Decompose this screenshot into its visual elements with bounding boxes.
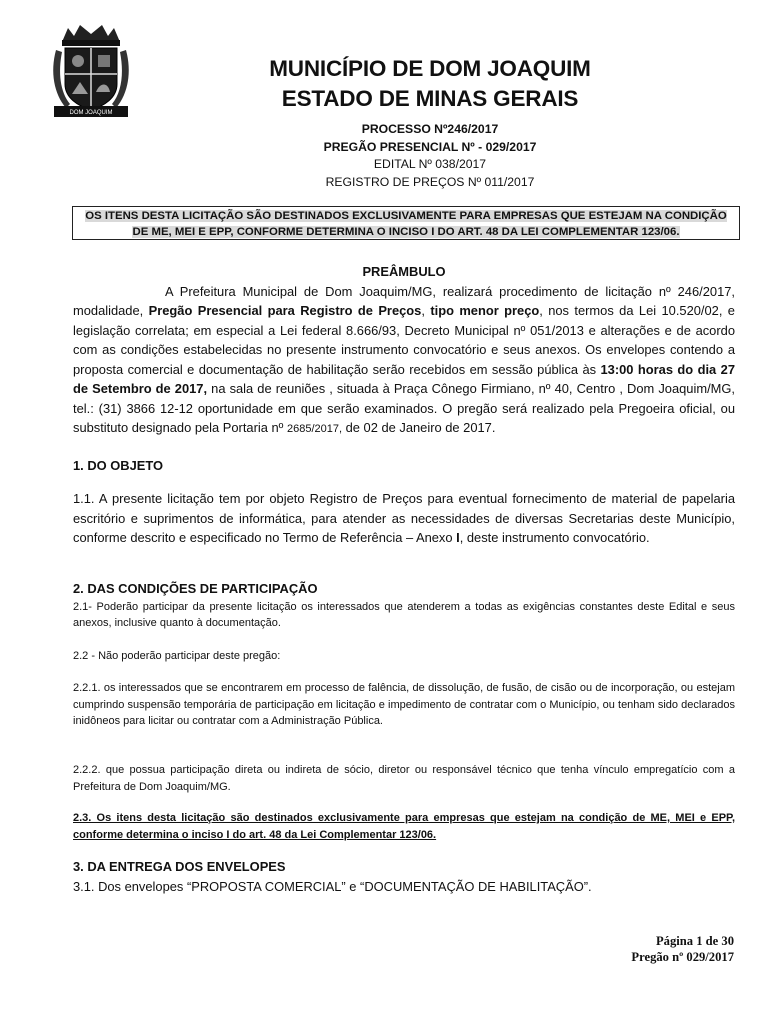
exclusivity-notice-box bbox=[72, 206, 740, 240]
page-footer bbox=[631, 933, 734, 965]
clause-2-1: 2.1- Poderão participar da presente licitação os interessados que atenderem a todas as exigências constantes deste Edital e seus anexos, inclusive quanto à documentação. bbox=[73, 600, 735, 630]
section-2-heading: 2. DAS CONDIÇÕES DE PARTICIPAÇÃO bbox=[73, 581, 318, 596]
clause-2-3-block bbox=[73, 810, 735, 843]
process-info bbox=[130, 121, 730, 191]
registro-number: REGISTRO DE PREÇOS Nº 011/2017 bbox=[325, 174, 535, 189]
section-3 bbox=[73, 857, 735, 896]
municipality-title: MUNICÍPIO DE DOM JOAQUIM bbox=[269, 56, 591, 81]
clause-2-2-1: 2.2.1. os interessados que se encontrarem em processo de falência, de dissolução, de fusão, de cisão ou de incorporação, ou estejam cumprindo suspensão temporária de participação em licitação e impedimento de contratar com o Município, ou tenham sido declarados inidôneos para licitar ou contratar com a Administração Pública. bbox=[73, 682, 735, 728]
clause-3-1: 3.1. Dos envelopes “PROPOSTA COMERCIAL” e “DOCUMENTAÇÃO DE HABILITAÇÃO”. bbox=[73, 878, 592, 894]
notice-line-2: DE ME, MEI E EPP, CONFORME DETERMINA O INCISO I DO ART. 48 DA LEI COMPLEMENTAR 123/06. bbox=[132, 226, 680, 238]
edital-number: EDITAL Nº 038/2017 bbox=[373, 157, 487, 171]
municipal-coat-of-arms bbox=[50, 22, 132, 120]
preamble-paragraph: A Prefeitura Municipal de Dom Joaquim/MG, realizará procedimento de licitação nº 246/2017, modalidade, Pregão Presencial para Registro de Preços, tipo menor preço, nos termos da Lei 10.520/02, e legislação correlata; em especial a Lei federal 8.666/93, Decreto Municipal nº 051/2013 e alterações e de acordo com as condições estabelecidas no presente instrumento convocatório e seus anexos. Os envelopes contendo a proposta comercial e documentação de habilitação serão recebidos em sessão pública às 13:00 horas do dia 27 de Setembro de 2017, na sala de reuniões , situada à Praça Cônego Firmiano, nº 40, Centro , Dom Joaquim/MG, tel.: (31) 3866 12-12 oportunidade em que serão examinados. O pregão será realizado pela Pregoeira oficial, ou substituto designado pela Portaria nº 2685/2017, de 02 de Janeiro de 2017. bbox=[73, 283, 735, 435]
pregao-number: PREGÃO PRESENCIAL Nº - 029/2017 bbox=[323, 139, 537, 154]
section-1-body bbox=[73, 489, 735, 548]
footer-pregao: Pregão nº 029/2017 bbox=[631, 950, 734, 964]
notice-line-1: OS ITENS DESTA LICITAÇÃO SÃO DESTINADOS EXCLUSIVAMENTE PARA EMPRESAS QUE ESTEJAM NA CONDIÇÃO bbox=[85, 210, 727, 222]
section-1-heading: 1. DO OBJETO bbox=[73, 458, 164, 473]
state-title: ESTADO DE MINAS GERAIS bbox=[281, 86, 579, 111]
clause-2-2-2-block bbox=[73, 762, 735, 795]
clause-2-2-2: 2.2.2. que possua participação direta ou indireta de sócio, diretor ou responsável técnico que tenha vínculo empregatício com a Prefeitura de Dom Joaquim/MG. bbox=[73, 764, 735, 793]
clause-2-2-block bbox=[73, 648, 735, 665]
clause-2-3: 2.3. Os itens desta licitação são destinados exclusivamente para empresas que estejam na condição de ME, MEI e EPP, conforme determina o inciso I do art. 48 da Lei Complementar 123/06. bbox=[73, 812, 735, 841]
section-3-heading: 3. DA ENTREGA DOS ENVELOPES bbox=[73, 859, 286, 874]
section-1-paragraph: 1.1. A presente licitação tem por objeto Registro de Preços para eventual fornecimento de material de papelaria escritório e suprimentos de informática, para atender as necessidades de diversas Secretarias deste Município, conforme descrito e especificado no Termo de Referência – Anexo I, deste instrumento convocatório. bbox=[73, 491, 735, 545]
document-header bbox=[130, 54, 730, 114]
preamble-title: PREÂMBULO bbox=[362, 264, 446, 279]
preamble-section bbox=[73, 262, 735, 440]
process-number: PROCESSO Nº246/2017 bbox=[361, 122, 499, 136]
clause-2-2: 2.2 - Não poderão participar deste pregão: bbox=[73, 650, 281, 662]
page-number: Página 1 de 30 bbox=[655, 934, 734, 948]
section-2 bbox=[73, 579, 735, 632]
section-1 bbox=[73, 456, 735, 476]
clause-2-2-1-block bbox=[73, 680, 735, 730]
crest-caption: DOM JOAQUIM bbox=[69, 110, 113, 116]
